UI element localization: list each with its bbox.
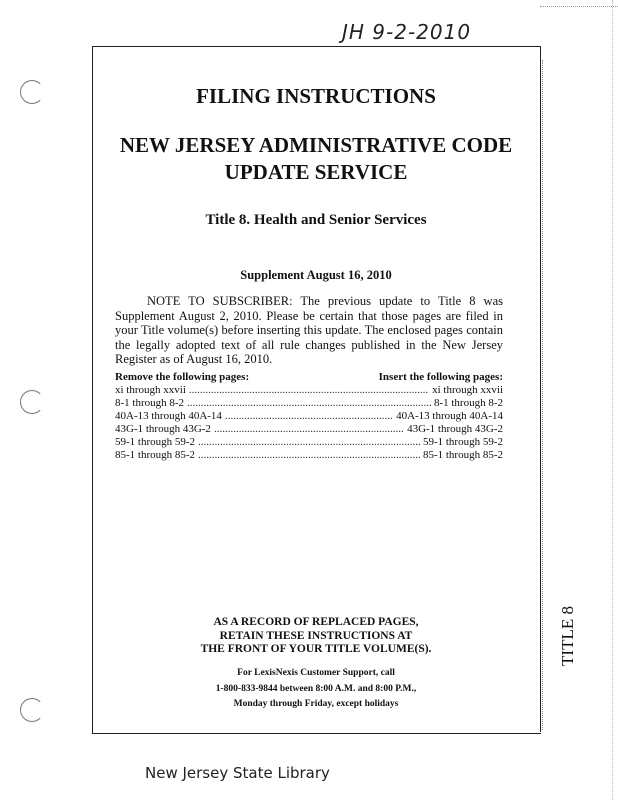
scan-edge-right xyxy=(612,0,613,800)
pages-table-row xyxy=(115,384,503,397)
record-notice-line2: RETAIN THESE INSTRUCTIONS AT xyxy=(219,629,413,642)
tab-divider-line xyxy=(540,46,541,732)
insert-pages-cell: 40A-13 through 40A-14 xyxy=(396,410,503,422)
remove-pages-cell: xi through xxvii xyxy=(115,384,186,396)
handwritten-note: JH 9-2-2010 xyxy=(342,20,472,44)
support-line3: Monday through Friday, except holidays xyxy=(233,699,399,709)
support-line1: For LexisNexis Customer Support, call xyxy=(237,668,395,678)
dot-leader xyxy=(198,436,420,449)
title-heading: Title 8. Health and Senior Services xyxy=(205,212,427,228)
customer-support xyxy=(100,666,532,713)
pages-table-row xyxy=(115,410,503,423)
library-stamp: New Jersey State Library xyxy=(145,764,330,782)
insert-pages-header: Insert the following pages: xyxy=(378,371,503,383)
dot-leader xyxy=(214,423,404,436)
supplement-date: Supplement August 16, 2010 xyxy=(240,268,392,282)
record-notice xyxy=(100,616,532,657)
pages-table-row xyxy=(115,423,503,436)
insert-pages-cell: 59-1 through 59-2 xyxy=(422,436,503,448)
pages-table-rows xyxy=(115,384,503,462)
insert-pages-cell: 8-1 through 8-2 xyxy=(433,397,503,409)
code-title xyxy=(100,132,532,186)
pages-table-row xyxy=(115,397,503,410)
scan-edge-top xyxy=(540,6,618,7)
remove-pages-cell: 85-1 through 85-2 xyxy=(115,449,196,461)
code-title-line2: UPDATE SERVICE xyxy=(224,160,408,184)
subscriber-note: NOTE TO SUBSCRIBER: The previous update to Title 8 was Supplement August 2, 2010. Please be certain that those pages are filed in your Title volume(s) before inserting this update. The enclosed pages contain the legally adopted text of all rule changes published in the New Jersey Register as of August 16, 2010. xyxy=(115,294,503,367)
punch-hole-middle xyxy=(20,390,44,414)
tab-divider-dotted-line xyxy=(542,60,543,730)
support-line2: 1-800-833-9844 between 8:00 A.M. and 8:00 P.M., xyxy=(215,683,417,694)
remove-pages-cell: 40A-13 through 40A-14 xyxy=(115,410,222,422)
insert-pages-cell: xi through xxvii xyxy=(432,384,503,396)
record-notice-line3: THE FRONT OF YOUR TITLE VOLUME(S). xyxy=(200,643,432,655)
punch-hole-top xyxy=(20,80,44,104)
punch-hole-bottom xyxy=(20,698,44,722)
pages-table xyxy=(115,371,503,462)
dot-leader xyxy=(198,449,420,462)
dot-leader xyxy=(187,397,431,410)
pages-table-row xyxy=(115,436,503,449)
dot-leader xyxy=(225,410,393,423)
remove-pages-header: Remove the following pages: xyxy=(115,371,250,383)
code-title-line1: NEW JERSEY ADMINISTRATIVE CODE xyxy=(119,133,513,157)
title-tab xyxy=(548,600,588,672)
filing-instructions-heading: FILING INSTRUCTIONS xyxy=(196,84,436,108)
record-notice-line1: AS A RECORD OF REPLACED PAGES, xyxy=(213,616,419,628)
insert-pages-cell: 85-1 through 85-2 xyxy=(422,449,503,461)
insert-pages-cell: 43G-1 through 43G-2 xyxy=(407,423,503,435)
dot-leader xyxy=(189,384,429,397)
remove-pages-cell: 8-1 through 8-2 xyxy=(115,397,185,409)
title-tab-label: TITLE 8 xyxy=(558,606,578,666)
pages-table-header xyxy=(115,371,503,384)
pages-table-row xyxy=(115,449,503,462)
remove-pages-cell: 43G-1 through 43G-2 xyxy=(115,423,211,435)
remove-pages-cell: 59-1 through 59-2 xyxy=(115,436,196,448)
